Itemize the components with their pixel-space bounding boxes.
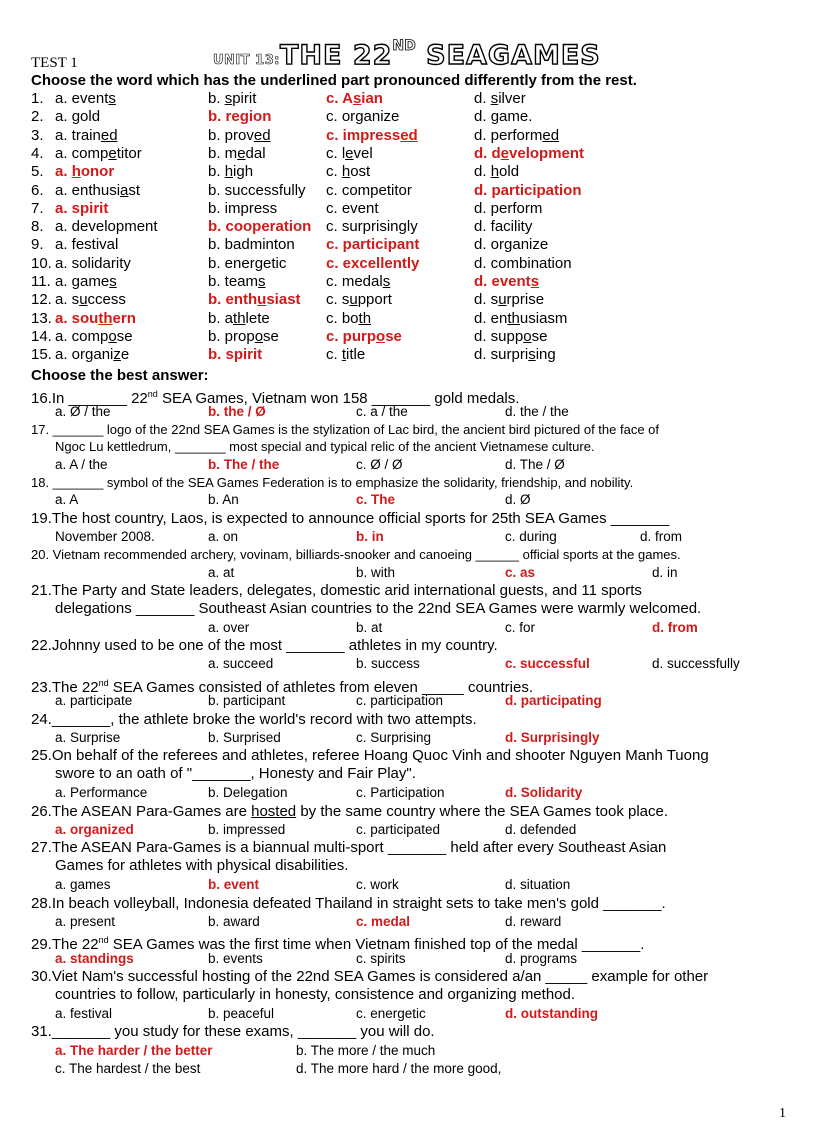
pronunciation-row	[0, 255, 816, 273]
option-a: a. southern	[55, 309, 136, 327]
option-a: a. games	[55, 273, 117, 290]
option-a: a. success	[55, 291, 126, 309]
option-c: c. host	[326, 163, 371, 181]
option-d: d. combination	[474, 254, 572, 272]
option-d: d. performed	[474, 126, 560, 144]
options-17: a. A / the b. The / the c. Ø / Ø d. The / Ø	[55, 457, 565, 472]
pronunciation-row	[0, 163, 816, 181]
unit-label: UNIT 13:	[213, 53, 280, 68]
option-a: a. spirit	[55, 199, 109, 217]
pronunciation-row	[0, 273, 816, 291]
pronunciation-row	[0, 346, 816, 364]
page-number: 1	[779, 1106, 786, 1121]
options-25: a. Performance b. Delegation c. Participation d. Solidarity	[55, 785, 583, 800]
section-heading-pronunciation: Choose the word which has the underlined part pronounced differently from the rest.	[31, 72, 637, 89]
option-c: c. participant	[326, 236, 420, 254]
question-28: 28.In beach volleyball, Indonesia defeated Thailand in straight sets to take men's gold _______.	[31, 895, 666, 912]
pronunciation-row	[0, 291, 816, 309]
options-22: a. succeed b. success c. successful d. successfully	[208, 656, 740, 671]
question-24: 24._______, the athlete broke the world's record with two attempts.	[31, 711, 477, 728]
title-end: SEAGAMES	[415, 40, 601, 71]
option-a: a. events	[55, 90, 116, 107]
question-20: 20. Vietnam recommended archery, vovinam, billiards-snooker and canoeing ______ official sports at the games.	[31, 547, 681, 562]
question-21-cont: delegations _______ Southeast Asian countries to the 22nd SEA Games were warmly welcomed.	[55, 600, 702, 617]
option-number: 3.	[31, 126, 44, 144]
options-19: November 2008. a. on b. in c. during d. from	[55, 529, 683, 544]
question-17: 17. _______ logo of the 22nd SEA Games is the stylization of Lac bird, the ancient bird pictured of the face of	[31, 422, 660, 437]
pronunciation-row	[0, 90, 816, 108]
option-d: d. game.	[474, 108, 533, 126]
option-d: d. development	[474, 144, 585, 162]
question-26: 26.The ASEAN Para-Games are hosted by the same country where the SEA Games took place.	[31, 803, 669, 820]
page-title	[213, 38, 601, 71]
pronunciation-row	[0, 182, 816, 200]
option-c: c. both	[326, 309, 372, 327]
option-number: 1.	[31, 90, 44, 107]
options-29: a. standings b. events c. spirits d. programs	[55, 951, 578, 966]
option-a: a. organize	[55, 346, 130, 364]
option-b: b. successfully	[208, 181, 306, 199]
question-31: 31._______ you study for these exams, _______ you will do.	[31, 1023, 435, 1040]
option-number: 6.	[31, 181, 44, 199]
option-d: d. silver	[474, 90, 526, 107]
question-30-cont: countries to follow, particularly in honesty, consistence and organizing method.	[55, 986, 576, 1003]
title-superscript: ND	[392, 38, 416, 54]
option-b: b. region	[208, 108, 272, 126]
options-31a: a. The harder / the better b. The more / the much	[55, 1043, 436, 1058]
option-a: a. development	[55, 218, 158, 236]
option-a: a. enthusiast	[55, 181, 141, 199]
option-c: c. Asian	[326, 90, 383, 107]
option-c: c. surprisingly	[326, 218, 418, 236]
option-c: c. organize	[326, 108, 400, 126]
option-d: d. surprising	[474, 346, 556, 364]
option-d: d. suppose	[474, 327, 548, 345]
option-b: b. impress	[208, 199, 278, 217]
option-b: b. medal	[208, 144, 266, 162]
pronunciation-row	[0, 218, 816, 236]
options-30: a. festival b. peaceful c. energetic d. outstanding	[55, 1006, 598, 1021]
option-b: b. spirit	[208, 346, 263, 364]
question-23: 23.The 22nd SEA Games consisted of athletes from eleven _____ countries.	[31, 678, 533, 696]
question-27-cont: Games for athletes with physical disabilities.	[55, 857, 349, 874]
pronunciation-row	[0, 310, 816, 328]
option-number: 13.	[31, 309, 52, 327]
option-number: 10.	[31, 254, 52, 272]
option-number: 9.	[31, 236, 44, 254]
pronunciation-row	[0, 328, 816, 346]
section-heading-best-answer: Choose the best answer:	[31, 367, 209, 384]
question-17-cont: Ngoc Lu kettledrum, _______ most special and typical relic of the ancient Vietnamese culture.	[55, 439, 595, 454]
option-b: b. enthusiast	[208, 291, 301, 309]
question-27: 27.The ASEAN Para-Games is a biannual multi-sport _______ held after every Southeast Asian	[31, 839, 667, 856]
question-18: 18. _______ symbol of the SEA Games Federation is to emphasize the solidarity, friendship, and nobility.	[31, 475, 634, 490]
question-19: 19.The host country, Laos, is expected to announce official sports for 25th SEA Games _______	[31, 510, 670, 527]
options-23: a. participate b. participant c. participation d. participating	[55, 693, 602, 708]
question-21: 21.The Party and State leaders, delegates, domestic arid international guests, and 11 sports	[31, 582, 642, 599]
option-c: c. purpose	[326, 327, 402, 345]
option-a: a. solidarity	[55, 254, 131, 272]
option-a: a. honor	[55, 163, 115, 181]
pronunciation-row	[0, 145, 816, 163]
option-d: d. surprise	[474, 291, 545, 309]
options-27: a. games b. event c. work d. situation	[55, 877, 571, 892]
option-d: d. participation	[474, 181, 582, 199]
option-c: c. event	[326, 199, 379, 217]
question-29: 29.The 22nd SEA Games was the first time when Vietnam finished top of the medal _______.	[31, 935, 645, 953]
question-30: 30.Viet Nam's successful hosting of the 22nd SEA Games is considered a/an _____ example for other	[31, 968, 709, 985]
option-c: c. level	[326, 144, 373, 162]
option-d: d. facility	[474, 218, 533, 236]
option-d: d. perform	[474, 199, 543, 217]
option-c: c. competitor	[326, 181, 412, 199]
question-16: 16.In _______ 22nd SEA Games, Vietnam won 158 _______ gold medals.	[31, 389, 520, 407]
option-b: b. cooperation	[208, 218, 312, 236]
options-24: a. Surprise b. Surprised c. Surprising d. Surprisingly	[55, 730, 600, 745]
option-b: b. proved	[208, 126, 271, 144]
option-number: 15.	[31, 346, 52, 364]
pronunciation-row	[0, 236, 816, 254]
option-c: c. support	[326, 291, 392, 309]
option-number: 14.	[31, 327, 52, 345]
option-number: 4.	[31, 144, 44, 162]
option-b: b. athlete	[208, 309, 270, 327]
option-c: c. title	[326, 346, 366, 364]
option-number: 11.	[31, 273, 51, 290]
option-b: b. propose	[208, 327, 279, 345]
option-a: a. competitor	[55, 144, 142, 162]
options-28: a. present b. award c. medal d. reward	[55, 914, 562, 929]
option-number: 8.	[31, 218, 44, 236]
options-26: a. organized b. impressed c. participated d. defended	[55, 822, 577, 837]
options-21: a. over b. at c. for d. from	[208, 620, 698, 635]
options-31b: c. The hardest / the best d. The more hard / the more good,	[55, 1061, 502, 1076]
option-number: 12.	[31, 291, 52, 309]
option-b: b. spirit	[208, 90, 257, 107]
option-b: b. energetic	[208, 254, 287, 272]
option-number: 5.	[31, 163, 44, 181]
pronunciation-row	[0, 108, 816, 126]
option-d: d. organize	[474, 236, 549, 254]
option-a: a. gold	[55, 108, 101, 126]
option-b: b. high	[208, 163, 254, 181]
option-b: b. teams	[208, 273, 266, 290]
title-main: THE 22	[279, 40, 393, 71]
options-16: a. Ø / the b. the / Ø c. a / the d. the / the	[55, 404, 569, 419]
option-c: c. impressed	[326, 126, 418, 144]
option-c: c. excellently	[326, 254, 420, 272]
option-d: d. hold	[474, 163, 520, 181]
options-20: a. at b. with c. as d. in	[208, 565, 678, 580]
option-a: a. festival	[55, 236, 119, 254]
question-25-cont: swore to an oath of "_______, Honesty and Fair Play".	[55, 765, 416, 782]
pronunciation-row	[0, 200, 816, 218]
option-number: 7.	[31, 199, 44, 217]
option-a: a. trained	[55, 126, 118, 144]
test-label: TEST 1	[31, 55, 78, 71]
option-b: b. badminton	[208, 236, 295, 254]
option-a: a. compose	[55, 327, 133, 345]
option-c: c. medals	[326, 273, 391, 290]
option-d: d. enthusiasm	[474, 309, 568, 327]
option-d: d. events	[474, 273, 540, 290]
option-number: 2.	[31, 108, 44, 126]
pronunciation-row	[0, 127, 816, 145]
options-18: a. A b. An c. The d. Ø	[55, 492, 531, 507]
question-25: 25.On behalf of the referees and athletes, referee Hoang Quoc Vinh and shooter Nguyen Manh Tuong	[31, 747, 709, 764]
question-22: 22.Johnny used to be one of the most _______ athletes in my country.	[31, 637, 498, 654]
